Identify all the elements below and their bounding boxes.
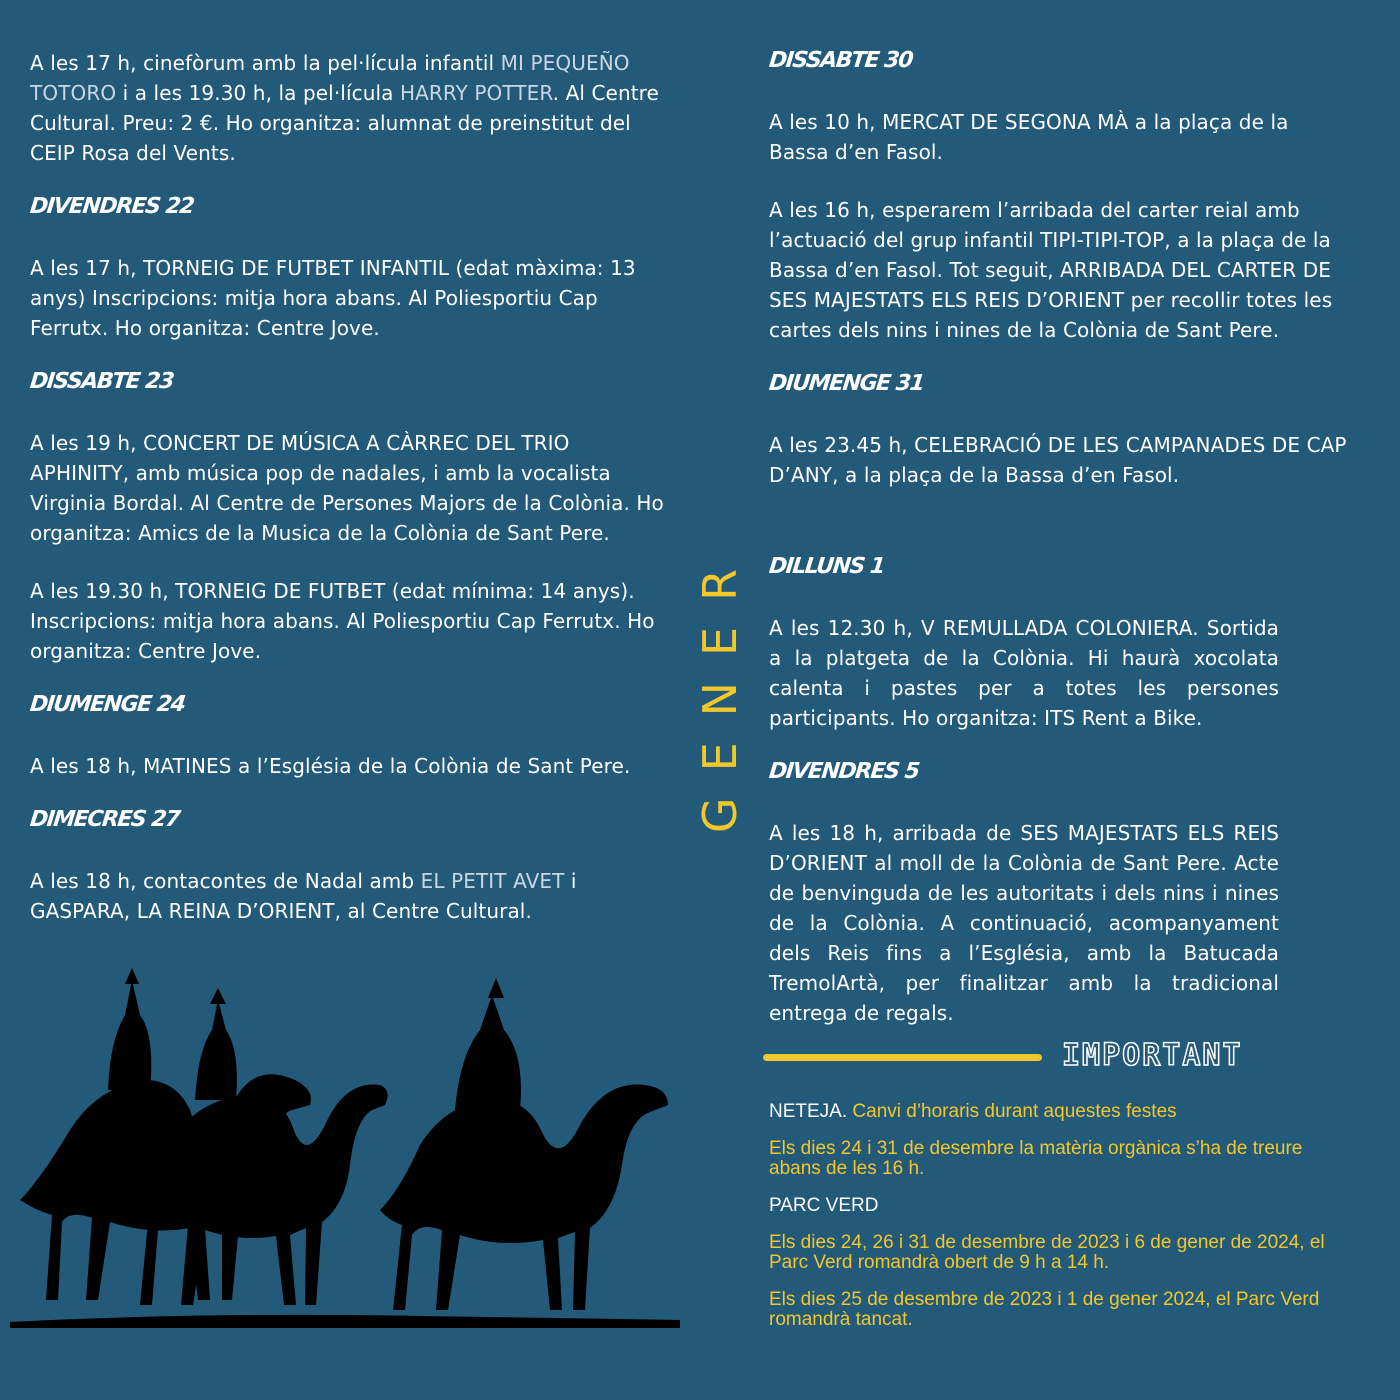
note-neteja-heading: [769, 1102, 1329, 1122]
heading-dissabte-23: DISSABTE 23: [28, 369, 175, 394]
highlight-film-totoro: MI PEQUEÑO TOTORO: [30, 51, 630, 105]
right-column: [769, 48, 1349, 1028]
paragraph-divendres-22: A les 17 h, TORNEIG DE FUTBET INFANTIL (edat màxima: 13 anys) Inscripcions: mitja hora abans. Al Poliesportiu Cap Ferrutx. Ho organitza: Centre Jove.: [30, 256, 636, 340]
three-kings-camels-icon: [0, 960, 690, 1340]
highlight-film-harry-potter: HARRY POTTER: [399, 81, 553, 105]
camel-3-icon: [380, 978, 668, 1310]
paragraph-divendres-5: A les 18 h, arribada de SES MAJESTATS ELS REIS D’ORIENT al moll de la Colònia de Sant Pere. Acte de benvinguda de les autoritats i dels nins i nines de la Colònia. A continuació, acompanyament dels Reis fins a l’Església, amb la Batucada TremolArtà, per finalitzar amb la tradicional entrega de regals.: [769, 821, 1279, 1025]
heading-dilluns-1: DILLUNS 1: [767, 554, 886, 579]
highlight-petit-avet: EL PETIT AVET: [420, 869, 565, 893]
left-column: [30, 48, 670, 926]
heading-dissabte-30: DISSABTE 30: [767, 48, 914, 73]
paragraph-dissabte-23-futbet: A les 19.30 h, TORNEIG DE FUTBET (edat mínima: 14 anys). Inscripcions: mitja hora abans. Al Poliesportiu Cap Ferrutx. Ho organitza: Centre Jove.: [30, 579, 655, 663]
important-title: IMPORTANT: [1062, 1038, 1243, 1073]
heading-diumenge-31: DIUMENGE 31: [767, 371, 925, 396]
note-neteja-text: Els dies 24 i 31 de desembre la matèria orgànica s’ha de treure abans de les 16 h.: [769, 1138, 1303, 1179]
important-divider-line: [763, 1054, 1042, 1061]
paragraph-diumenge-31: A les 23.45 h, CELEBRACIÓ DE LES CAMPANADES DE CAP D’ANY, a la plaça de la Bassa d’en Fasol.: [769, 433, 1347, 487]
note-parc-verd-obert: Els dies 24, 26 i 31 de desembre de 2023 i 6 de gener de 2024, el Parc Verd romandrà obert de 9 h a 14 h.: [769, 1232, 1325, 1273]
paragraph-dissabte-23-concert: A les 19 h, CONCERT DE MÚSICA A CÀRREC DEL TRIO APHINITY, amb música pop de nadales, i amb la vocalista Virginia Bordal. Al Centre de Persones Majors de la Colònia. Ho organitza: Amics de la Musica de la Colònia de Sant Pere.: [30, 431, 664, 545]
month-label-gener: GENER: [693, 542, 747, 834]
paragraph-dissabte-30-carter: A les 16 h, esperarem l’arribada del carter reial amb l’actuació del grup infantil TIPI-TIPI-TOP, a la plaça de la Bassa d’en Fasol. Tot seguit, ARRIBADA DEL CARTER DE SES MAJESTATS ELS REIS D’ORIENT per recollir totes les cartes dels nins i nines de la Colònia de Sant Pere.: [769, 198, 1333, 342]
note-parc-verd-tancat: Els dies 25 de desembre de 2023 i 1 de gener 2024, el Parc Verd romandrà tancat.: [769, 1289, 1320, 1330]
heading-divendres-5: DIVENDRES 5: [767, 759, 920, 784]
intro-paragraph: A les 17 h, cinefòrum amb la pel·lícula infantil MI PEQUEÑO TOTORO i a les 19.30 h, la pel·lícula HARRY POTTER. Al Centre Cultural. Preu: 2 €. Ho organitza: alumnat de preinstitut del CEIP Rosa del Vents.: [30, 51, 659, 165]
neteja-label: NETEJA.: [769, 1101, 848, 1122]
paragraph-diumenge-24: A les 18 h, MATINES a l’Església de la Colònia de Sant Pere.: [30, 754, 631, 778]
heading-dimecres-27: DIMECRES 27: [28, 807, 181, 832]
parc-verd-label: PARC VERD: [769, 1195, 879, 1216]
heading-divendres-22: DIVENDRES 22: [28, 194, 195, 219]
paragraph-dimecres-27: A les 18 h, contacontes de Nadal amb EL PETIT AVET i GASPARA, LA REINA D’ORIENT, al Centre Cultural.: [30, 869, 577, 923]
paragraph-dissabte-30-mercat: A les 10 h, MERCAT DE SEGONA MÀ a la plaça de la Bassa d’en Fasol.: [769, 110, 1289, 164]
important-notes: [769, 1102, 1329, 1330]
heading-diumenge-24: DIUMENGE 24: [28, 692, 186, 717]
neteja-title: Canvi d’horaris durant aquestes festes: [852, 1101, 1177, 1122]
paragraph-dilluns-1: A les 12.30 h, V REMULLADA COLONIERA. Sortida a la platgeta de la Colònia. Hi haurà xocolata calenta i pastes per a totes les persones participants. Ho organitza: ITS Rent a Bike.: [769, 616, 1279, 730]
